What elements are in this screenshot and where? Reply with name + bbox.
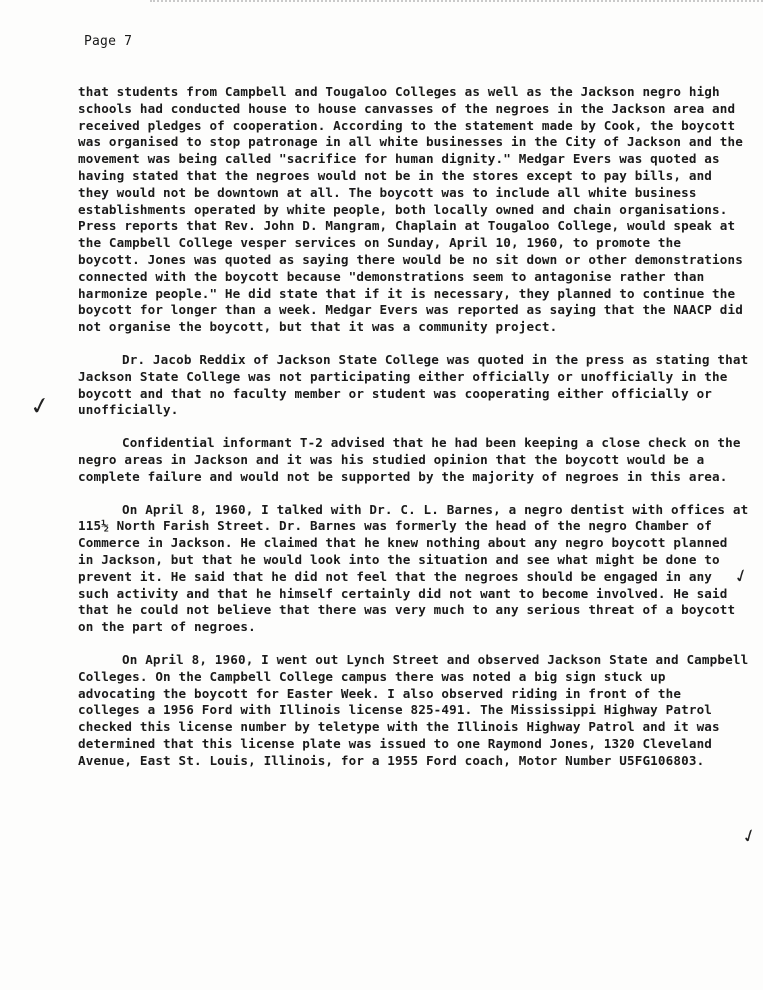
paragraph-informant-t2: Confidential informant T-2 advised that he had been keeping a close check on the negro areas in Jackson and it was his studied opinion that the boycott would be a complete failure and would not be supported by the majority of negroes in this area.	[78, 435, 741, 484]
page-number: Page 7	[84, 34, 133, 49]
check-mark-icon: ✓	[730, 564, 753, 589]
document-body	[78, 84, 753, 785]
paragraph-reddix: Dr. Jacob Reddix of Jackson State College was quoted in the press as stating that Jackson State College was not participating either officially or unofficially in the boycott and that no faculty member or student was cooperating either officially or unofficially.	[78, 351, 749, 418]
top-dotted-rule	[150, 0, 763, 2]
check-mark-icon: ✓	[27, 390, 53, 422]
paragraph-barnes: On April 8, 1960, I talked with Dr. C. L. Barnes, a negro dentist with offices at 115½ North Farish Street. Dr. Barnes was formerly the head of the negro Chamber of Commerce in Jackson. He claimed that he knew nothing about any negro boycott planned in Jackson, but that he would look into the situation and see what might be done to prevent it. He said that he did not feel that the negroes should be engaged in any such activity and that he himself certainly did not want to become involved. He said that he could not believe that there was very much to any serious threat of a boycott on the part of negroes.	[78, 501, 749, 635]
paragraph-boycott-canvass: that students from Campbell and Tougaloo Colleges as well as the Jackson negro high schools had conducted house to house canvasses of the negroes in the Jackson area and received pledges of cooperation. According to the statement made by Cook, the boycott was organised to stop patronage in all white businesses in the City of Jackson and the movement was being called "sacrifice for human dignity." Medgar Evers was quoted as having stated that the negroes would not be in the stores except to pay bills, and they would not be downtown at all. The boycott was to include all white business establishments operated by white people, both locally owned and chain organisations. Press reports that Rev. John D. Mangram, Chaplain at Tougaloo College, would speak at the Campbell College vesper services on Sunday, April 10, 1960, to promote the boycott. Jones was quoted as saying there would be no sit down or other demonstrations connected with the boycott because "demonstrations seem to antagonise rather than harmonize people." He did state that if it is necessary, they planned to continue the boycott for longer than a week. Medgar Evers was reported as saying that the NAACP did not organise the boycott, but that it was a community project.	[78, 84, 743, 335]
check-mark-icon: ✓	[738, 824, 761, 849]
paragraph-lynch-street: On April 8, 1960, I went out Lynch Street and observed Jackson State and Campbell Colleges. On the Campbell College campus there was noted a big sign stuck up advocating the boycott for Easter Week. I also observed riding in front of the colleges a 1956 Ford with Illinois license 825-491. The Mississippi Highway Patrol checked this license number by teletype with the Illinois Highway Patrol and it was determined that this license plate was issued to one Raymond Jones, 1320 Cleveland Avenue, East St. Louis, Illinois, for a 1955 Ford coach, Motor Number U5FG106803.	[78, 651, 749, 768]
